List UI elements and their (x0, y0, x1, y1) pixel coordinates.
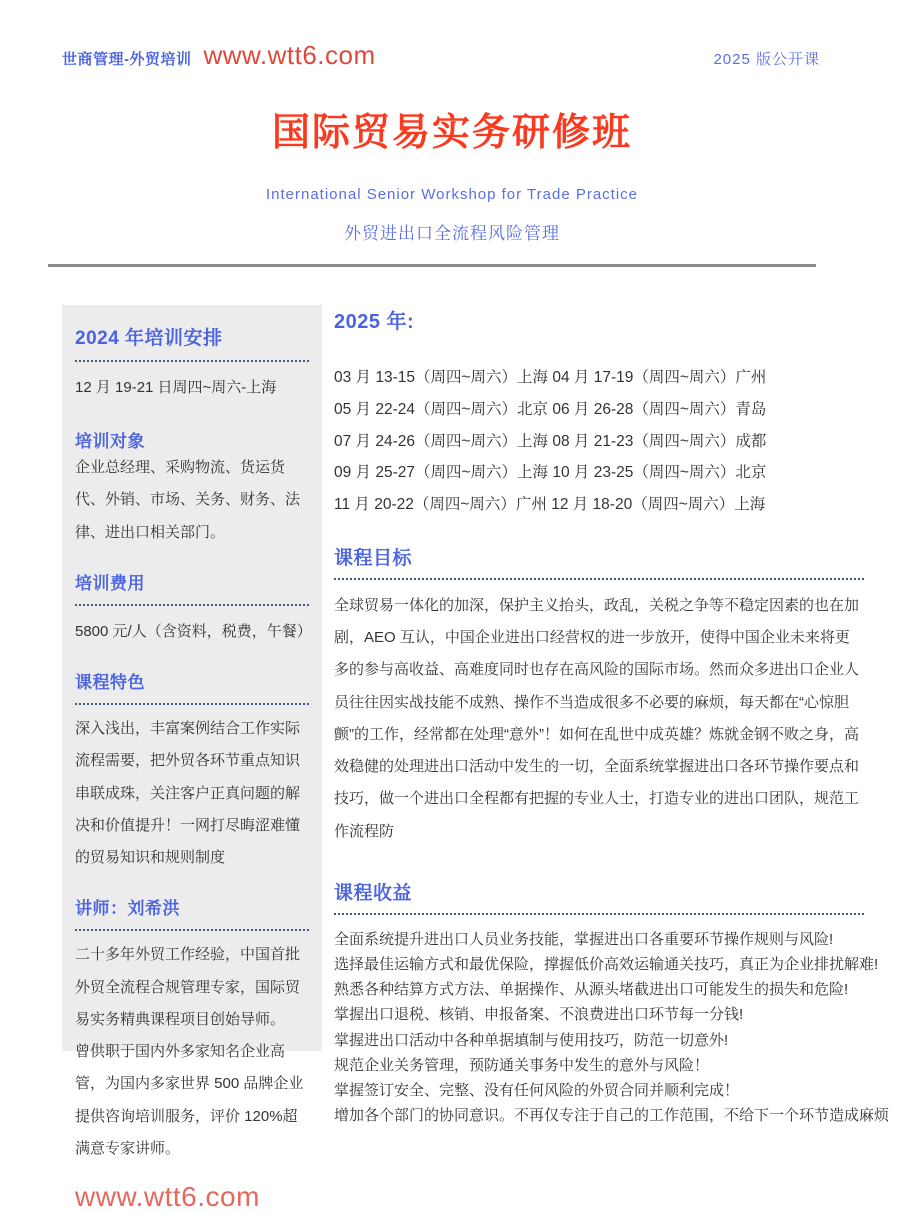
header-top-row (0, 0, 904, 71)
schedule-2025-list (334, 362, 864, 521)
dotted-rule (75, 604, 309, 606)
benefit-line: 选择最佳运输方式和最优保险，撑握低价高效运输通关技巧，真正为企业排扰解难! (334, 956, 879, 974)
dotted-rule (75, 929, 309, 931)
sidebar-heading-lecturer: 讲师：刘希洪 (75, 899, 180, 919)
dotted-rule (334, 913, 864, 915)
schedule-row: 07 月 24-26（周四~周六）上海 08 月 21-23（周四~周六）成都 (334, 432, 767, 450)
sidebar (62, 305, 322, 1212)
schedule-row: 09 月 25-27（周四~周六）上海 10 月 23-25（周四~周六）北京 (334, 464, 767, 482)
benefit-line: 增加各个部门的协同意识。不再仅专注于自己的工作范围，不给下一个环节造成麻烦 (334, 1107, 890, 1125)
sidebar-fee-text: 5800 元/人（含资料，税费，午餐） (75, 622, 312, 640)
sidebar-heading-audience: 培训对象 (75, 432, 145, 451)
brand-group (62, 40, 376, 71)
sidebar-lecturer-bio-2: 曾供职于国内外多家知名企业高管，为国内多家世界 500 品牌企业提供咨询培训服务，评价 120%超满意专家讲师。 (75, 1043, 304, 1157)
site-url-link-bottom[interactable]: www.wtt6.com (75, 1181, 260, 1212)
course-benefits-section (334, 878, 890, 1129)
benefit-line: 熟悉各种结算方式方法、单据操作、从源头堵截进出口可能发生的损失和危险! (334, 981, 849, 999)
dotted-rule (334, 578, 864, 580)
benefit-line: 规范企业关务管理，预防通关事务中发生的意外与风险！ (334, 1056, 710, 1074)
course-goals-heading: 课程目标 (334, 547, 413, 569)
sidebar-lecturer-bio-1: 二十多年外贸工作经验，中国首批外贸全流程合规管理专家，国际贸易实务精典课程项目创始导师。 (75, 946, 301, 1028)
schedule-row: 03 月 13-15（周四~周六）上海 04 月 17-19（周四~周六）广州 (334, 369, 767, 386)
sidebar-2024-schedule-line: 12 月 19-21 日周四~周六-上海 (75, 379, 277, 396)
benefit-line: 全面系统提升进出口人员业务技能，掌握进出口各重要环节操作规则与风险! (334, 930, 834, 948)
sidebar-section-features (75, 668, 309, 874)
subtitle-chinese: 外贸进出口全流程风险管理 (344, 224, 560, 243)
schedule-row: 05 月 22-24（周四~周六）北京 06 月 26-28（周四~周六）青岛 (334, 400, 767, 418)
dotted-rule (75, 703, 309, 705)
sidebar-features-text: 深入浅出，丰富案例结合工作实际流程需要，把外贸各环节重点知识串联成珠，关注客户正真问题的解决和价值提升！一网打尽晦涩难懂的贸易知识和规则制度 (75, 720, 301, 866)
sidebar-heading-2024-schedule: 2024 年培训安排 (75, 328, 223, 349)
header-divider (48, 264, 816, 267)
course-goals-section (334, 543, 864, 848)
benefit-line: 掌握进出口活动中各种单据填制与使用技巧，防范一切意外! (334, 1031, 729, 1049)
subtitle-english: International Senior Workshop for Trade Practice (265, 186, 639, 203)
sidebar-section-lecturer (75, 894, 309, 1165)
brand-label: 世商管理-外贸培训 (62, 51, 192, 68)
sidebar-section-audience (75, 427, 309, 549)
course-benefits-list (334, 927, 890, 1129)
dotted-rule (75, 360, 309, 362)
page-title: 国际贸易实务研修班 (271, 112, 632, 154)
benefit-line: 掌握出口退税、核销、申报备案、不浪费进出口环节每一分钱! (334, 1006, 744, 1024)
course-goals-text: 全球贸易一体化的加深，保护主义抬头，政乱，关税之争等不稳定因素的也在加剧，AEO 互认，中国企业进出口经营权的进一步放开，使得中国企业未来将更多的参与高收益、高难度同时也存在高风险的国际市场。然而众多进出口企业人员往往因实战技能不成熟、操作不当造成很多不必要的麻烦，每天都在“心惊胆颤”的工作，经常都在处理“意外”！如何在乱世中成英雄？炼就金钢不败之身，高效稳健的处理进出口活动中发生的一切，全面系统掌握进出口各环节操作要点和技巧，做一个进出口全程都有把握的专业人士，打造专业的进出口团队，规范工作流程防 (334, 596, 860, 840)
main-column (334, 305, 890, 1125)
year-2025-heading: 2025 年: (334, 311, 415, 333)
site-url-link[interactable]: www.wtt6.com (203, 40, 376, 70)
benefit-line: 掌握签订安全、完整、没有任何风险的外贸合同并顺利完成！ (334, 1081, 740, 1099)
sidebar-heading-features: 课程特色 (75, 673, 145, 692)
sidebar-audience-text: 企业总经理、采购物流、货运货代、外销、市场、关务、财务、法律、进出口相关部门。 (75, 459, 301, 541)
sidebar-section-fee (75, 569, 312, 648)
schedule-row: 11 月 20-22（周四~周六）广州 12 月 18-20（周四~周六）上海 (334, 496, 766, 514)
course-benefits-heading: 课程收益 (334, 882, 413, 904)
sidebar-heading-fee: 培训费用 (75, 573, 145, 593)
edition-label: 2025 版公开课 (713, 51, 820, 68)
content-columns (62, 305, 904, 1212)
